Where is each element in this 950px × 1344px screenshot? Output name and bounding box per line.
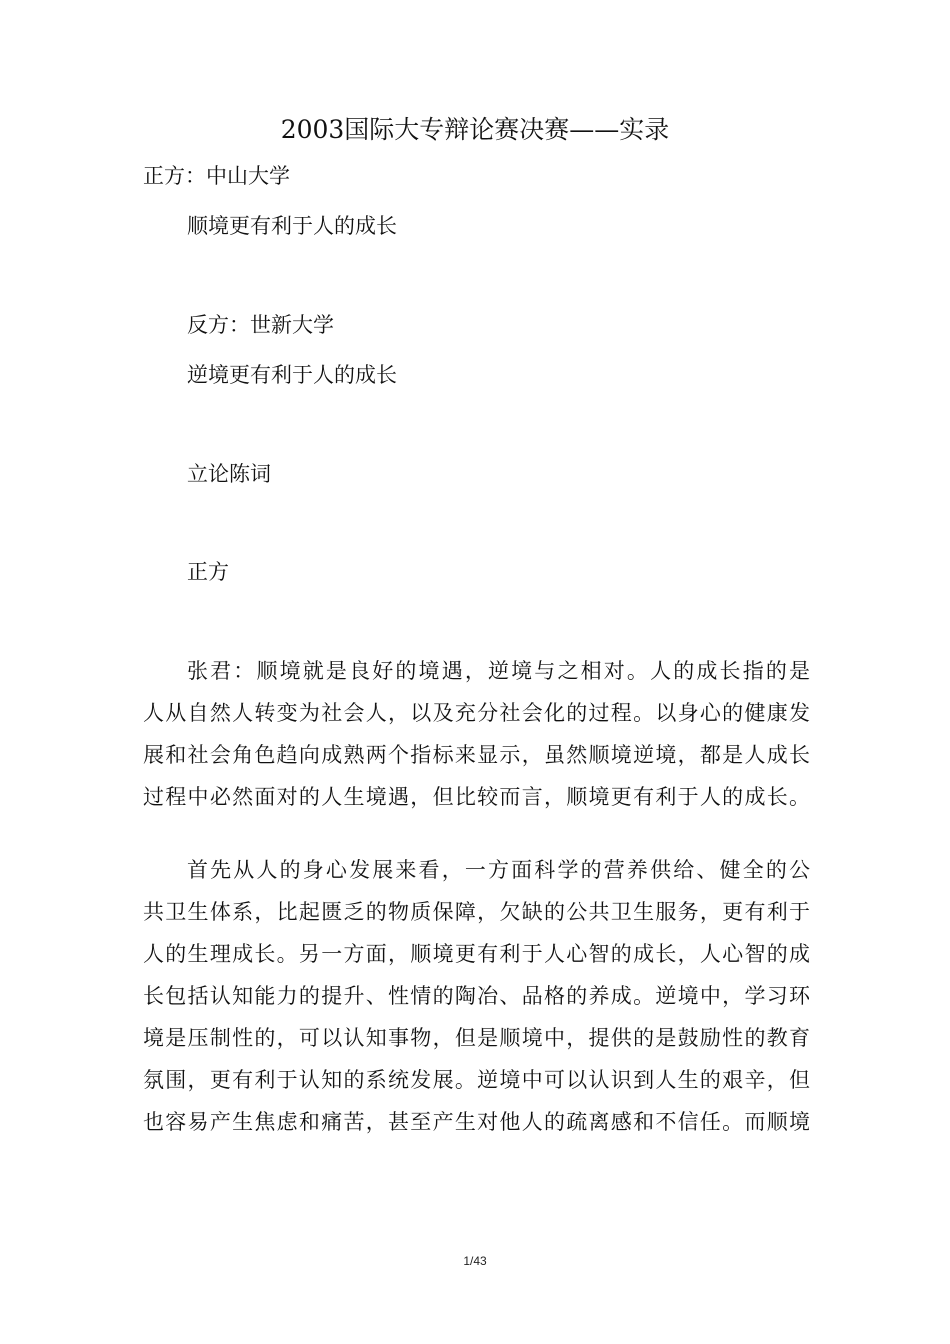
paragraph-line: 人的生理成长。另一方面，顺境更有利于人心智的成长，人心智的成 xyxy=(143,942,810,966)
paragraph-line: 人从自然人转变为社会人，以及充分社会化的过程。以身心的健康发 xyxy=(143,701,810,725)
paragraph-physical-mental-development xyxy=(143,849,810,1143)
paragraph-line: 展和社会角色趋向成熟两个指标来显示，虽然顺境逆境，都是人成长 xyxy=(143,743,810,767)
negative-team: 反方：世新大学 xyxy=(187,313,334,337)
page-number: 1/43 xyxy=(463,1254,487,1268)
paragraph-line: 氛围，更有利于认知的系统发展。逆境中可以认识到人生的艰辛，但 xyxy=(143,1068,810,1092)
paragraph-line: 张君：顺境就是良好的境遇，逆境与之相对。人的成长指的是 xyxy=(187,659,810,683)
section-heading: 立论陈词 xyxy=(187,462,271,486)
paragraph-line: 共卫生体系，比起匮乏的物质保障，欠缺的公共卫生服务，更有利于 xyxy=(143,900,810,924)
paragraph-line: 过程中必然面对的人生境遇，但比较而言，顺境更有利于人的成长。 xyxy=(143,785,810,809)
paragraph-opening-statement xyxy=(143,650,810,818)
paragraph-line: 境是压制性的，可以认知事物，但是顺境中，提供的是鼓励性的教育 xyxy=(143,1026,810,1050)
affirmative-thesis: 顺境更有利于人的成长 xyxy=(187,214,397,238)
document-title: 2003国际大专辩论赛决赛——实录 xyxy=(280,115,670,144)
affirmative-team: 正方：中山大学 xyxy=(143,164,290,188)
side-heading: 正方 xyxy=(187,560,229,584)
paragraph-line: 长包括认知能力的提升、性情的陶冶、品格的养成。逆境中，学习环 xyxy=(143,984,810,1008)
paragraph-line: 首先从人的身心发展来看，一方面科学的营养供给、健全的公 xyxy=(187,858,810,882)
paragraph-line: 也容易产生焦虑和痛苦，甚至产生对他人的疏离感和不信任。而顺境 xyxy=(143,1110,810,1134)
negative-thesis: 逆境更有利于人的成长 xyxy=(187,363,397,387)
